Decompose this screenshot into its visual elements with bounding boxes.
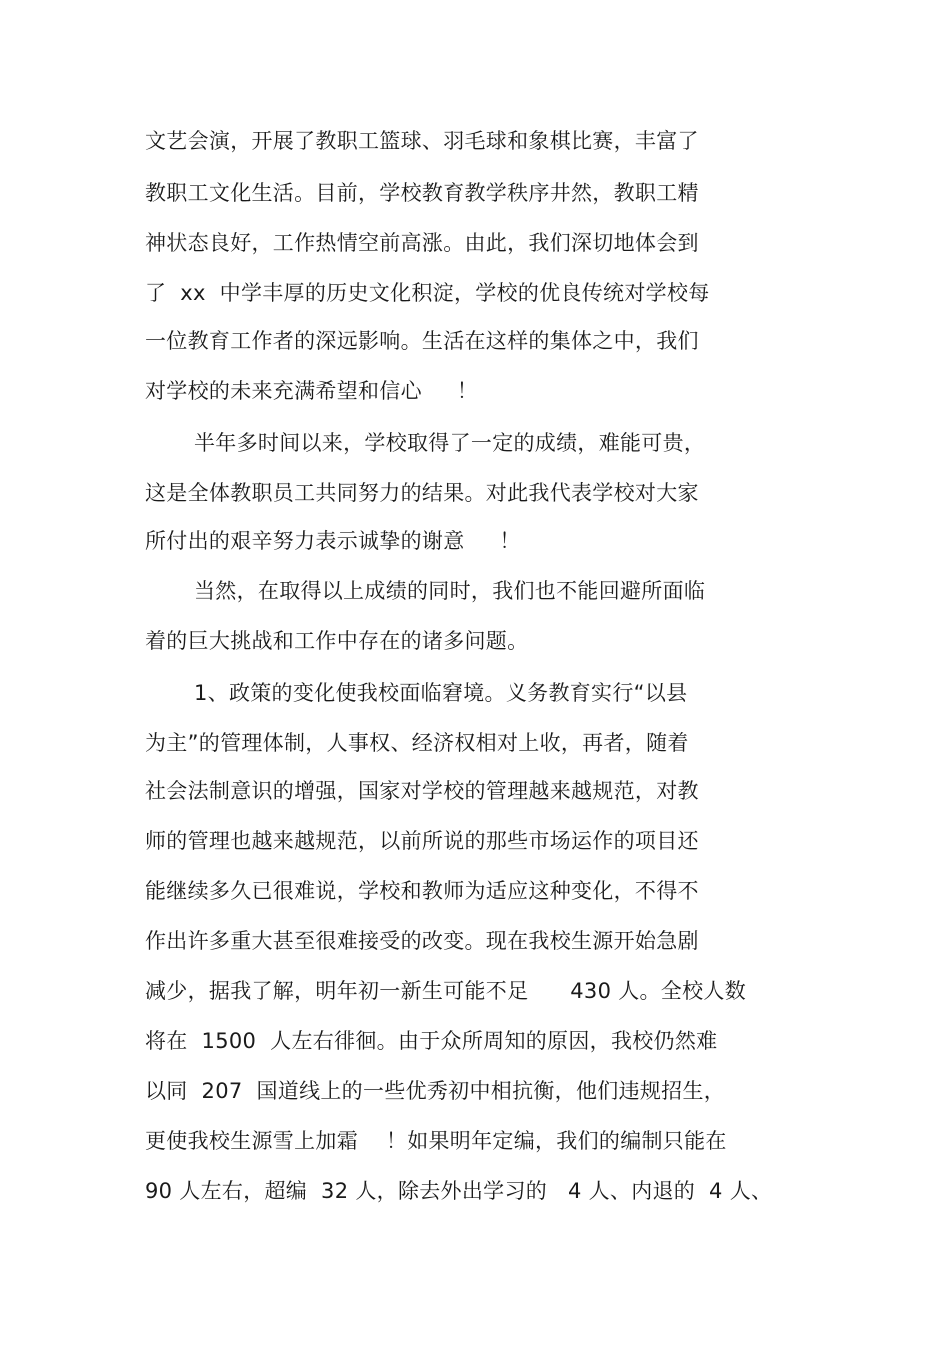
text-line-10: 当然，在取得以上成绩的同时，我们也不能回避所面临 [194, 579, 706, 603]
text-line-5: 一位教育工作者的深远影响。生活在这样的集体之中，我们 [145, 329, 699, 353]
text-line-14: 社会法制意识的增强，国家对学校的管理越来越规范，对教 [145, 779, 699, 803]
text-line-19: 将在 1500 人左右徘徊。由于众所周知的原因，我校仍然难 [145, 1029, 718, 1053]
text-line-13: 为主”的管理体制，人事权、经济权相对上收，再者，随着 [145, 731, 689, 755]
text-line-8: 这是全体教职员工共同努力的结果。对此我代表学校对大家 [145, 481, 699, 505]
text-line-20: 以同 207 国道线上的一些优秀初中相抗衡，他们违规招生， [145, 1079, 726, 1103]
text-line-22: 90 人左右，超编 32 人，除去外出学习的 4 人、内退的 4 人、 [145, 1179, 773, 1203]
text-line-15: 师的管理也越来越规范，以前所说的那些市场运作的项目还 [145, 829, 699, 853]
text-line-18: 减少，据我了解，明年初一新生可能不足 430 人。全校人数 [145, 979, 747, 1003]
text-line-12: 1、政策的变化使我校面临窘境。义务教育实行“以县 [194, 681, 688, 705]
text-line-2: 教职工文化生活。目前，学校教育教学秩序井然，教职工精 [145, 181, 699, 205]
text-line-9: 所付出的艰辛努力表示诚挚的谢意 ！ [145, 529, 521, 553]
text-line-21: 更使我校生源雪上加霜 ！如果明年定编，我们的编制只能在 [145, 1129, 727, 1153]
text-line-17: 作出许多重大甚至很难接受的改变。现在我校生源开始急剧 [145, 929, 699, 953]
text-line-1: 文艺会演，开展了教职工篮球、羽毛球和象棋比赛，丰富了 [145, 129, 699, 153]
text-line-16: 能继续多久已很难说，学校和教师为适应这种变化，不得不 [145, 879, 699, 903]
text-line-7: 半年多时间以来，学校取得了一定的成绩，难能可贵， [194, 431, 706, 455]
text-line-11: 着的巨大挑战和工作中存在的诸多问题。 [145, 629, 529, 653]
text-line-6: 对学校的未来充满希望和信心 ！ [145, 379, 479, 403]
text-line-3: 神状态良好，工作热情空前高涨。由此，我们深切地体会到 [145, 231, 699, 255]
text-line-4: 了 xx 中学丰厚的历史文化积淀，学校的优良传统对学校每 [145, 281, 710, 305]
